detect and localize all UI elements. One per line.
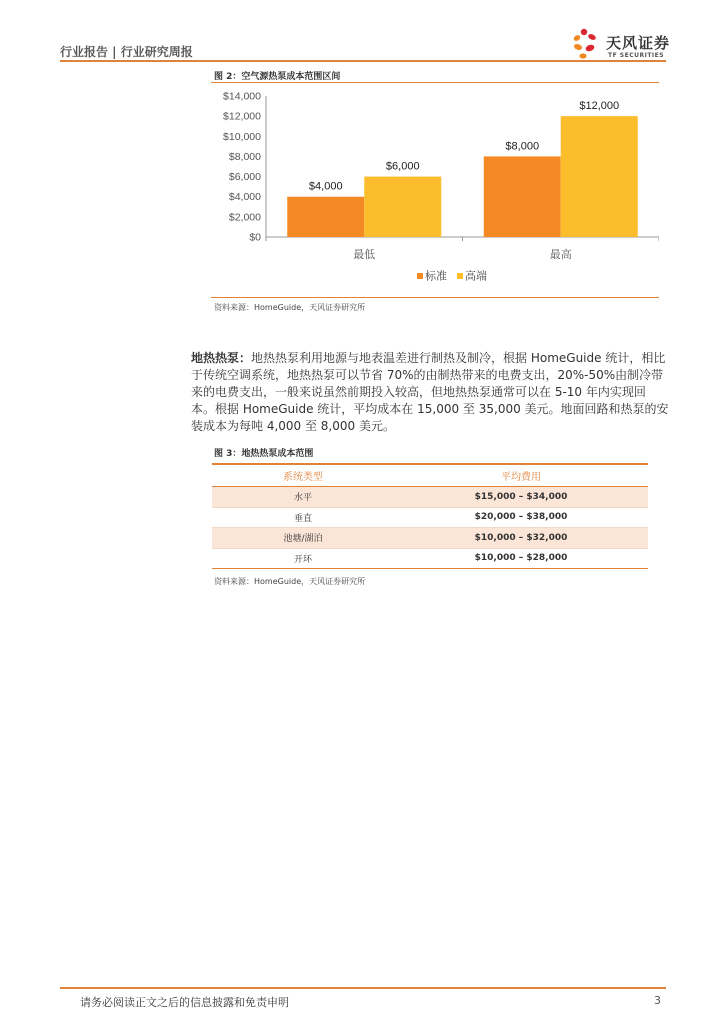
figure2-title: 图 2：空气源热泵成本范围区间 <box>214 72 341 82</box>
table-row <box>212 528 648 549</box>
table-header-row <box>212 465 648 487</box>
table-header-type: 系统类型 <box>283 472 323 483</box>
y-tick-label: $14,000 <box>223 90 261 103</box>
figure2-bottom-rule <box>211 297 659 298</box>
y-tick-label: $12,000 <box>223 110 261 123</box>
bar-standard <box>484 156 561 237</box>
bar-value-label: $12,000 <box>579 100 620 113</box>
table-cell-cost: $10,000 – $32,000 <box>474 532 568 543</box>
logo-name-en: TF SECURITIES <box>608 52 665 59</box>
bar-premium <box>364 177 441 237</box>
bar-value-label: $4,000 <box>308 180 343 193</box>
header-divider <box>60 60 666 62</box>
y-tick-label: $10,000 <box>223 130 261 143</box>
report-category: 行业报告 | 行业研究周报 <box>60 45 193 59</box>
legend-entry: 高端 <box>465 270 487 283</box>
y-tick-label: $0 <box>249 231 261 244</box>
cost-range-bar-chart <box>211 86 659 296</box>
cost-table <box>212 463 648 569</box>
y-tick-label: $2,000 <box>228 211 261 224</box>
figure2-source: 资料来源：HomeGuide，天风证券研究所 <box>214 303 366 312</box>
x-category-label: 最低 <box>353 249 376 261</box>
legend-swatch <box>417 273 423 279</box>
footer-divider <box>60 987 666 989</box>
figure3-title: 图 3：地热热泵成本范围 <box>214 449 314 459</box>
ground-source-paragraph <box>191 350 669 435</box>
bar-premium <box>561 116 638 237</box>
figure3-bottom-rule <box>212 568 648 569</box>
paragraph-body: 地热热泵利用地源与地表温差进行制热及制冷，根据 HomeGuide 统计，相比于传统空调系统，地热热泵可以节省 70%的由制热带来的电费支出，20%-50%由制冷带来的电费支出，一般来说虽然前期投入较高，但地热热泵通常可以在 5-10 年内实现回本。根据 HomeGuide 统计，平均成本在 15,000 至 35,000 美元。地面回路和热泵的安装成本为每吨 4,000 至 8,000 美元。 <box>191 351 669 433</box>
table-row <box>212 487 648 508</box>
table-header-cost: 平均费用 <box>501 472 541 483</box>
table-row <box>212 508 648 529</box>
table-cell-type: 水平 <box>293 493 312 504</box>
legend-swatch <box>457 273 463 279</box>
figure3-source: 资料来源：HomeGuide，天风证券研究所 <box>214 577 366 586</box>
table-cell-type: 垂直 <box>293 513 312 524</box>
table-cell-type: 池塘/湖泊 <box>283 534 323 545</box>
legend-entry: 标准 <box>425 270 447 283</box>
bar-standard <box>287 197 364 237</box>
y-tick-label: $6,000 <box>228 171 261 184</box>
table-row <box>212 549 648 570</box>
x-category-label: 最高 <box>549 249 572 261</box>
logo-name-cn: 天风证券 <box>606 34 671 52</box>
bar-value-label: $6,000 <box>385 160 420 173</box>
y-tick-label: $8,000 <box>228 150 261 163</box>
table-cell-cost: $20,000 – $38,000 <box>474 512 568 523</box>
y-tick-label: $4,000 <box>228 191 261 204</box>
footer-disclaimer: 请务必阅读正文之后的信息披露和免责申明 <box>80 996 289 1009</box>
table-cell-cost: $10,000 – $28,000 <box>474 553 568 564</box>
paragraph-lead: 地热热泵： <box>191 351 252 365</box>
figure2-top-rule <box>211 82 659 83</box>
table-cell-cost: $15,000 – $34,000 <box>474 491 568 502</box>
bar-value-label: $8,000 <box>505 140 540 153</box>
table-cell-type: 开环 <box>293 554 312 565</box>
page-number: 3 <box>654 994 661 1007</box>
